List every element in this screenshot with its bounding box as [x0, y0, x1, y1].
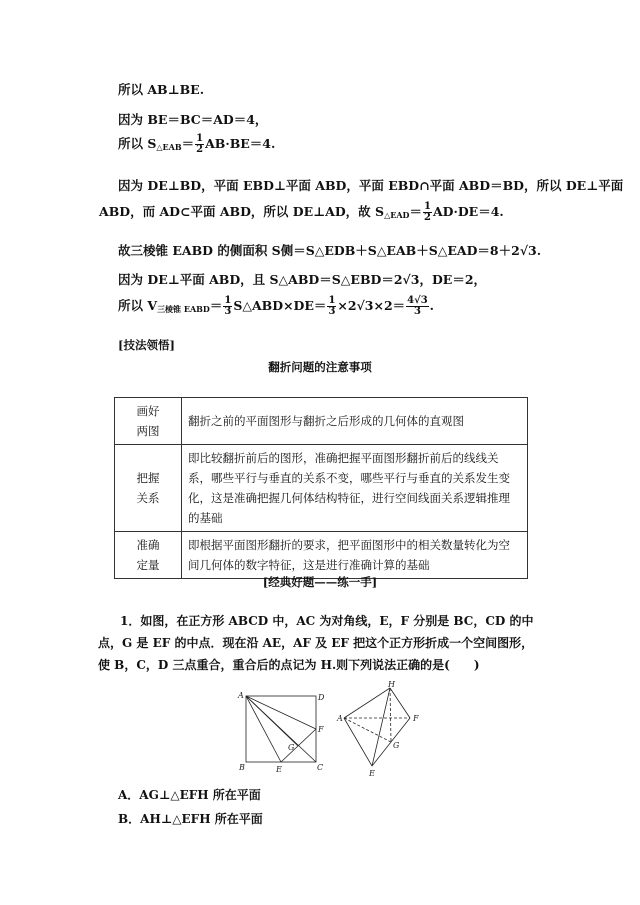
svg-text:D: D — [318, 693, 324, 702]
svg-text:G: G — [393, 741, 400, 750]
line-lateral-area: 故三棱锥 EABD 的侧面积 S侧＝S△EDB＋S△EAB＋S△EAD＝8＋2√3. — [118, 243, 542, 258]
square-figure — [236, 690, 324, 776]
svg-text:E: E — [276, 765, 282, 774]
section-practice: [经典好题——练一手] — [262, 575, 378, 589]
fraction-4root3-over-3: $\frac{4√3}{3}$ — [407, 295, 428, 317]
question-text: 1．如图，在正方形 ABCD 中，AC 为对角线，E，F 分别是 BC，CD 的中点，G 是 EF 的中点．现在沿 AE，AF 及 EF 把这个正方形折成一个空间图形，使 B，C，D 三点重合，重合后的点记为 H.则下列说法正确的是( ) — [98, 614, 534, 672]
tips-table — [114, 397, 528, 579]
svg-text:B: B — [239, 763, 245, 772]
line-area-ead: ABD，而 AD⊂平面 ABD，所以 DE⊥AD，故 $S_{\triangle EAD}=$ $\frac{1}{2}$ AD·DE＝4. — [99, 201, 504, 223]
svg-text:F: F — [318, 725, 324, 734]
line-area-eab: 所以 $S_{\triangle EAB}=$ $\frac{1}{2}$ AB·BE＝4. — [118, 133, 276, 155]
line-volume: 所以 $V_{三棱锥 EABD}=$ $\frac{1}{3}$ S△ABD×DE＝ $\frac{1}{3}$ ×2√3×2＝ $\frac{4√3}{3}$ . — [118, 295, 435, 317]
line-be-equal: 因为 BE＝BC＝AD＝4， — [118, 112, 268, 127]
line-de-perp-bd: 因为 DE⊥BD，平面 EBD⊥平面 ABD，平面 EBD∩平面 ABD＝BD，所以 DE⊥平面 — [118, 178, 624, 193]
svg-text:F: F — [413, 714, 419, 723]
svg-text:E: E — [369, 769, 375, 778]
table-row: 画好 两图 翻折之前的平面图形与翻折之后形成的几何体的直观图 — [115, 398, 528, 445]
fraction-third-2: $\frac{1}{3}$ — [328, 295, 336, 317]
svg-text:H: H — [388, 680, 395, 689]
fraction-half-2: $\frac{1}{2}$ — [423, 201, 431, 223]
svg-text:A: A — [238, 691, 244, 700]
svg-text:G: G — [288, 743, 295, 752]
fraction-half: $\frac{1}{2}$ — [196, 133, 204, 155]
section-tips-title: 翻折问题的注意事项 — [268, 360, 372, 374]
line-ab-perp-be: 所以 AB⊥BE. — [118, 82, 205, 97]
section-tips-label: [技法领悟] — [118, 338, 175, 352]
option-b[interactable]: B．AH⊥△EFH 所在平面 — [118, 812, 263, 826]
option-a[interactable]: A．AG⊥△EFH 所在平面 — [118, 788, 261, 802]
table-row: 准确 定量 即根据平面图形翻折的要求，把平面图形中的相关数量转化为空间几何体的数字特征，这是进行准确计算的基础 — [115, 532, 528, 579]
table-row: 把握 关系 即比较翻折前后的图形，准确把握平面图形翻折前后的线线关系，哪些平行与垂直的关系不变，哪些平行与垂直的关系发生变化，这是准确把握几何体结构特征，进行空间线面关系逻辑推理的基础 — [115, 445, 528, 532]
svg-text:A: A — [337, 714, 343, 723]
fraction-third: $\frac{1}{3}$ — [224, 295, 232, 317]
line-de-perp-plane: 因为 DE⊥平面 ABD，且 S△ABD＝S△EBD＝2√3，DE＝2， — [118, 272, 487, 287]
svg-text:C: C — [317, 763, 324, 772]
tetrahedron-figure — [334, 680, 430, 780]
